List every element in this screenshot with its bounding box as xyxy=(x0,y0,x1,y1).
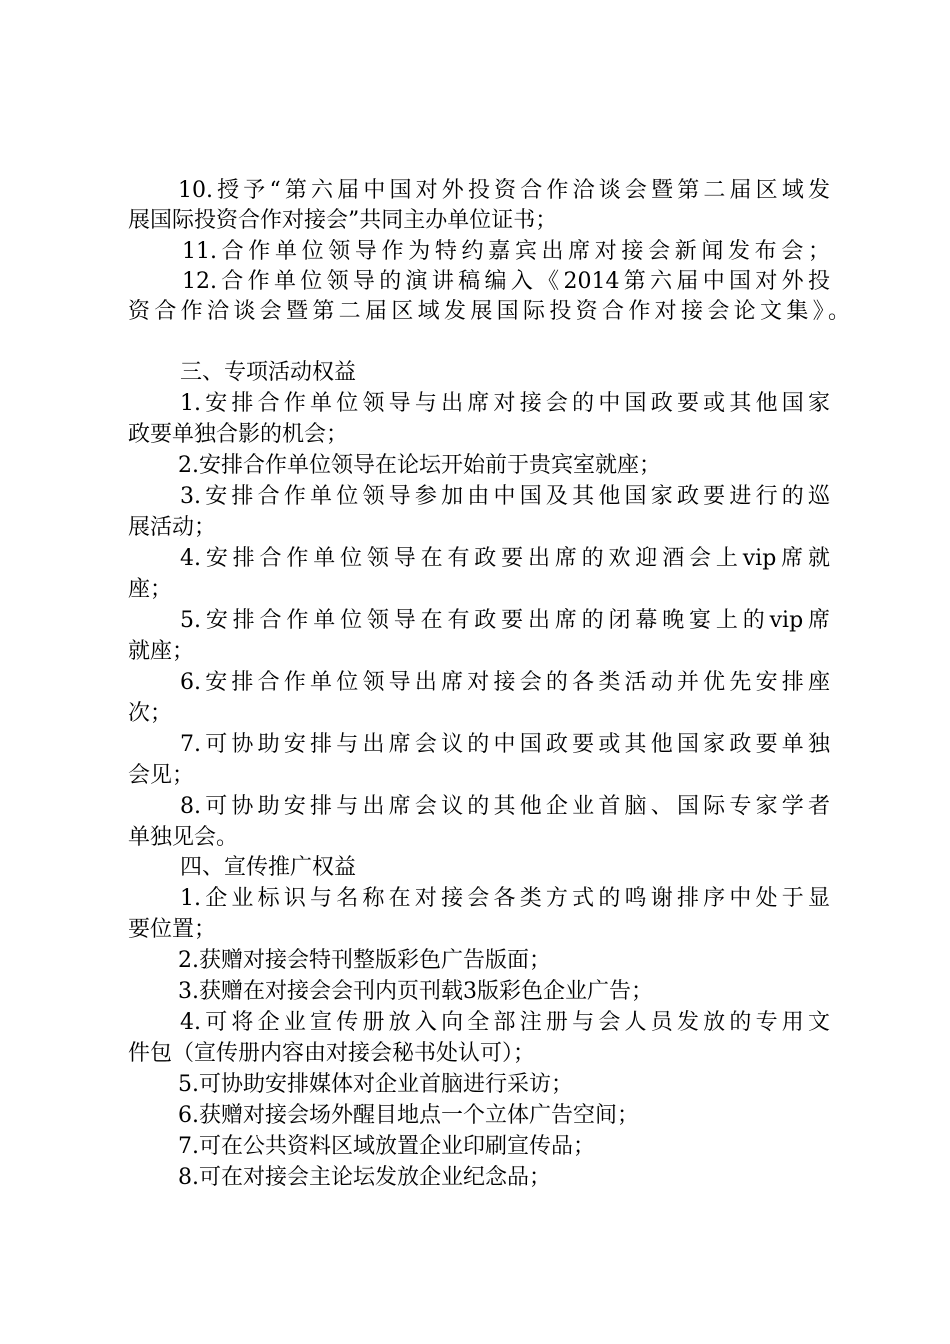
text-line: 7.可在公共资料区域放置企业印刷宣传品； xyxy=(178,1134,595,1159)
text-line: 2.安排合作单位领导在论坛开始前于贵宾室就座； xyxy=(178,453,661,478)
text-line: 5.可协助安排媒体对企业首脑进行采访； xyxy=(178,1072,573,1097)
text-line: 5.安排合作单位领导在有政要出席的闭幕晚宴上的vip席 xyxy=(180,608,830,633)
text-line: 要位置； xyxy=(128,917,217,942)
text-line: 展国际投资合作对接会”共同主办单位证书； xyxy=(128,208,558,233)
text-line: 2.获赠对接会特刊整版彩色广告版面； xyxy=(178,948,551,973)
text-line: 3.获赠在对接会会刊内页刊载3版彩色企业广告； xyxy=(178,979,653,1004)
text-line: 展活动； xyxy=(128,515,217,540)
text-line: 8.可在对接会主论坛发放企业纪念品； xyxy=(178,1165,551,1190)
text-line: 3.安排合作单位领导参加由中国及其他国家政要进行的巡 xyxy=(180,484,830,509)
text-line: 资合作洽谈会暨第二届区域发展国际投资合作对接会论文集》。 xyxy=(128,299,850,324)
text-line: 4.安排合作单位领导在有政要出席的欢迎酒会上vip席就 xyxy=(180,546,830,571)
section-heading: 三、专项活动权益 xyxy=(180,360,357,385)
text-line: 件包（宣传册内容由对接会秘书处认可）； xyxy=(128,1041,536,1066)
text-line: 会见； xyxy=(128,763,195,788)
text-line: 单独见会。 xyxy=(128,825,239,850)
text-line: 就座； xyxy=(128,639,195,664)
text-line: 1.企业标识与名称在对接会各类方式的鸣谢排序中处于显 xyxy=(180,886,830,911)
text-line: 4.可将企业宣传册放入向全部注册与会人员发放的专用文 xyxy=(180,1010,830,1035)
text-line: 座； xyxy=(128,577,173,602)
text-line: 6.安排合作单位领导出席对接会的各类活动并优先安排座 xyxy=(180,670,830,695)
text-line: 10.授予“第六届中国对外投资合作洽谈会暨第二届区域发 xyxy=(178,178,830,203)
text-line: 政要单独合影的机会； xyxy=(128,422,349,447)
text-line: 12.合作单位领导的演讲稿编入《2014第六届中国对外投 xyxy=(182,269,830,294)
section-heading: 四、宣传推广权益 xyxy=(180,855,357,880)
text-line: 11.合作单位领导作为特约嘉宾出席对接会新闻发布会； xyxy=(182,239,830,264)
text-line: 7.可协助安排与出席会议的中国政要或其他国家政要单独 xyxy=(180,732,830,757)
text-line: 6.获赠对接会场外醒目地点一个立体广告空间； xyxy=(178,1103,639,1128)
text-line: 次； xyxy=(128,701,173,726)
text-line: 8.可协助安排与出席会议的其他企业首脑、国际专家学者 xyxy=(180,794,830,819)
text-line: 1.安排合作单位领导与出席对接会的中国政要或其他国家 xyxy=(180,391,830,416)
